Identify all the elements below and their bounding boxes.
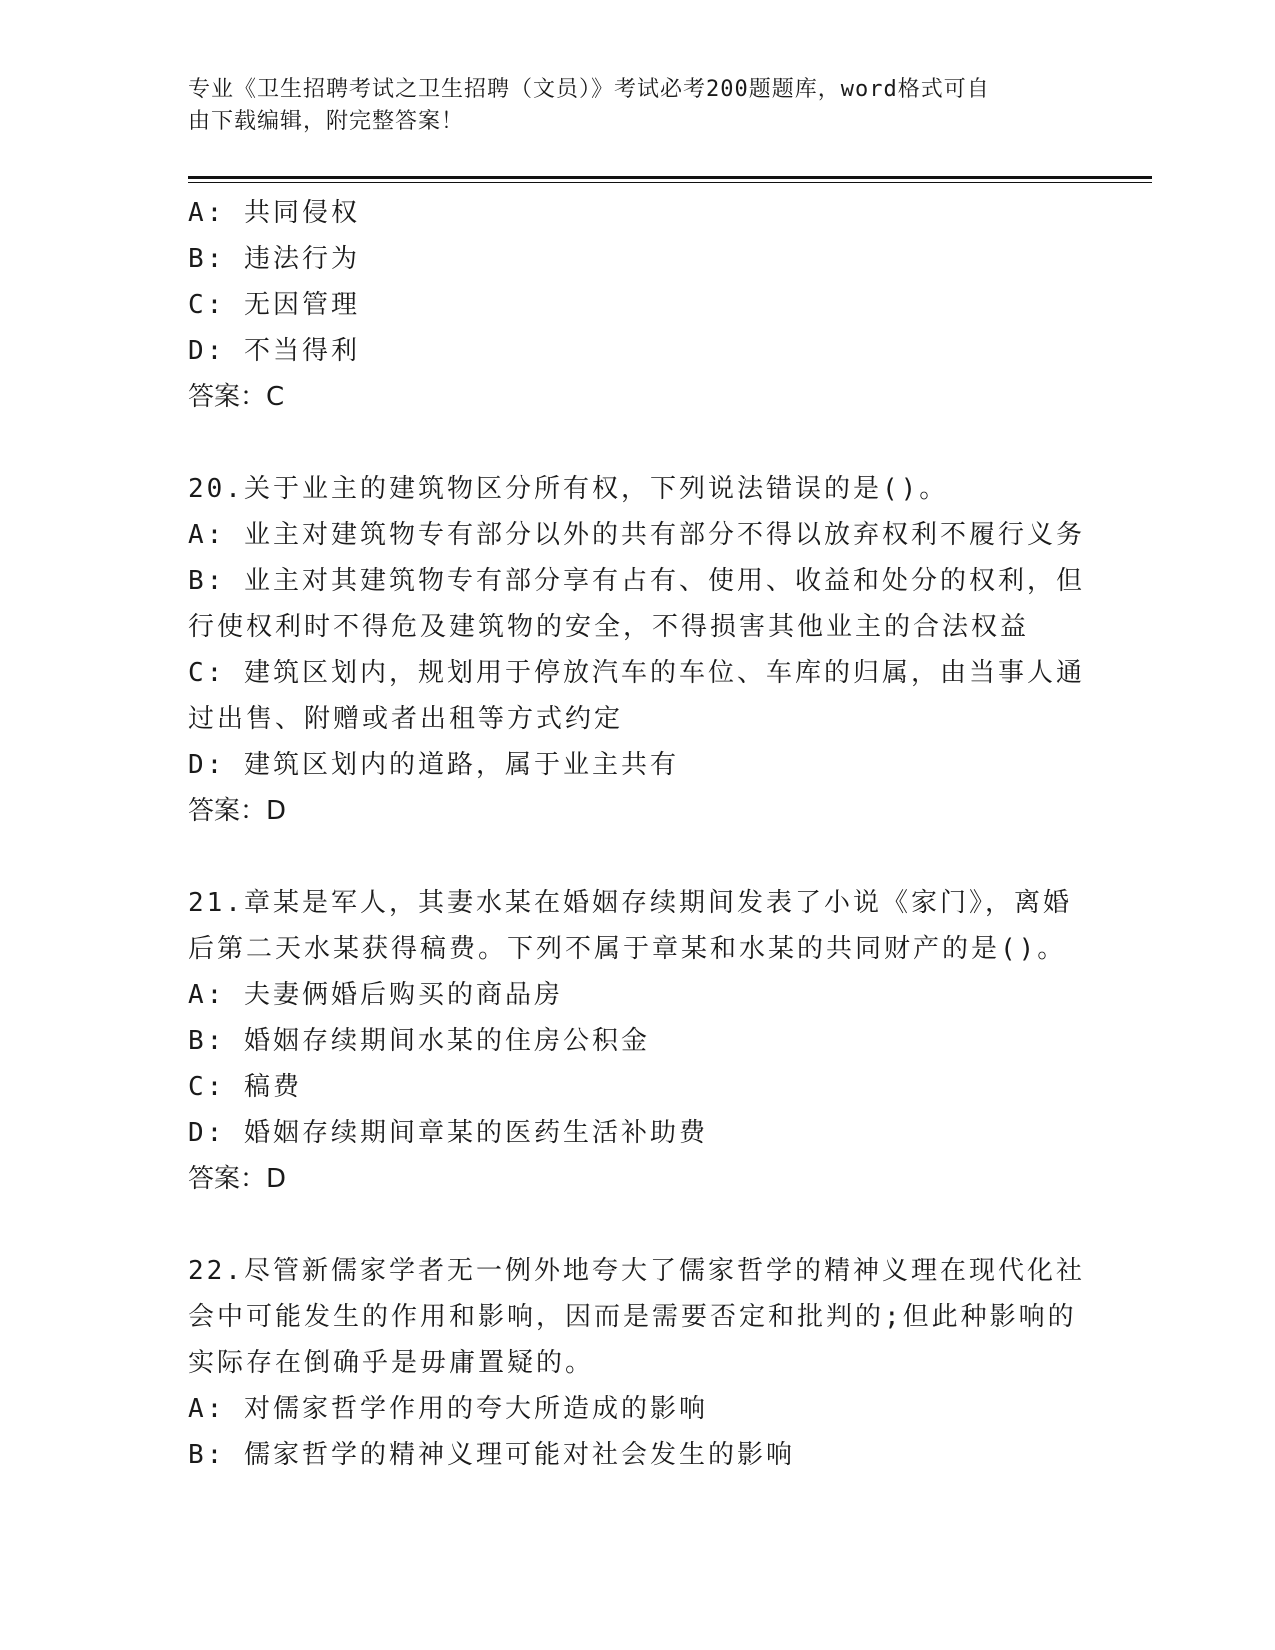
option-a: A: 业主对建筑物专有部分以外的共有部分不得以放弃权利不履行义务 bbox=[188, 520, 1085, 550]
spacer bbox=[188, 420, 1088, 466]
option-d: D: 不当得利 bbox=[188, 336, 360, 366]
answer: 答案：D bbox=[188, 796, 287, 826]
question-22 bbox=[188, 1248, 1088, 1478]
option-c: C: 建筑区划内，规划用于停放汽车的车位、车库的归属，由当事人通 bbox=[188, 658, 1085, 688]
option-d: D: 婚姻存续期间章某的医药生活补助费 bbox=[188, 1118, 708, 1148]
answer: 答案：D bbox=[188, 1164, 287, 1194]
question-stem: 21.章某是军人，其妻水某在婚姻存续期间发表了小说《家门》，离婚 bbox=[188, 888, 1072, 918]
option-a: A: 共同侵权 bbox=[188, 198, 360, 228]
spacer bbox=[188, 834, 1088, 880]
option-a: A: 对儒家哲学作用的夸大所造成的影响 bbox=[188, 1394, 708, 1424]
question-list bbox=[188, 190, 1088, 1478]
question-19 bbox=[188, 190, 1088, 420]
option-b-continued: 行使权利时不得危及建筑物的安全，不得损害其他业主的合法权益 bbox=[188, 612, 1030, 642]
document-header bbox=[188, 74, 1068, 138]
question-stem-continued: 会中可能发生的作用和影响，因而是需要否定和批判的;但此种影响的 bbox=[188, 1302, 1077, 1332]
header-line-1: 专业《卫生招聘考试之卫生招聘（文员）》考试必考200题题库，word格式可自 bbox=[188, 77, 990, 102]
answer: 答案：C bbox=[188, 382, 285, 412]
header-divider-thin bbox=[188, 182, 1152, 183]
option-b: B: 婚姻存续期间水某的住房公积金 bbox=[188, 1026, 650, 1056]
header-divider-thick bbox=[188, 176, 1152, 179]
option-d: D: 建筑区划内的道路，属于业主共有 bbox=[188, 750, 679, 780]
option-c-continued: 过出售、附赠或者出租等方式约定 bbox=[188, 704, 624, 734]
question-stem-continued: 实际存在倒确乎是毋庸置疑的。 bbox=[188, 1348, 595, 1378]
question-stem: 22.尽管新儒家学者无一例外地夸大了儒家哲学的精神义理在现代化社 bbox=[188, 1256, 1085, 1286]
option-b: B: 违法行为 bbox=[188, 244, 360, 274]
option-a: A: 夫妻俩婚后购买的商品房 bbox=[188, 980, 563, 1010]
option-b: B: 儒家哲学的精神义理可能对社会发生的影响 bbox=[188, 1440, 795, 1470]
option-c: C: 稿费 bbox=[188, 1072, 302, 1102]
spacer bbox=[188, 1202, 1088, 1248]
header-line-2: 由下载编辑，附完整答案！ bbox=[188, 109, 465, 134]
option-b: B: 业主对其建筑物专有部分享有占有、使用、收益和处分的权利，但 bbox=[188, 566, 1085, 596]
question-stem: 20.关于业主的建筑物区分所有权，下列说法错误的是()。 bbox=[188, 474, 949, 504]
question-21 bbox=[188, 880, 1088, 1202]
question-20 bbox=[188, 466, 1088, 834]
option-c: C: 无因管理 bbox=[188, 290, 360, 320]
question-stem-continued: 后第二天水某获得稿费。下列不属于章某和水某的共同财产的是()。 bbox=[188, 934, 1067, 964]
